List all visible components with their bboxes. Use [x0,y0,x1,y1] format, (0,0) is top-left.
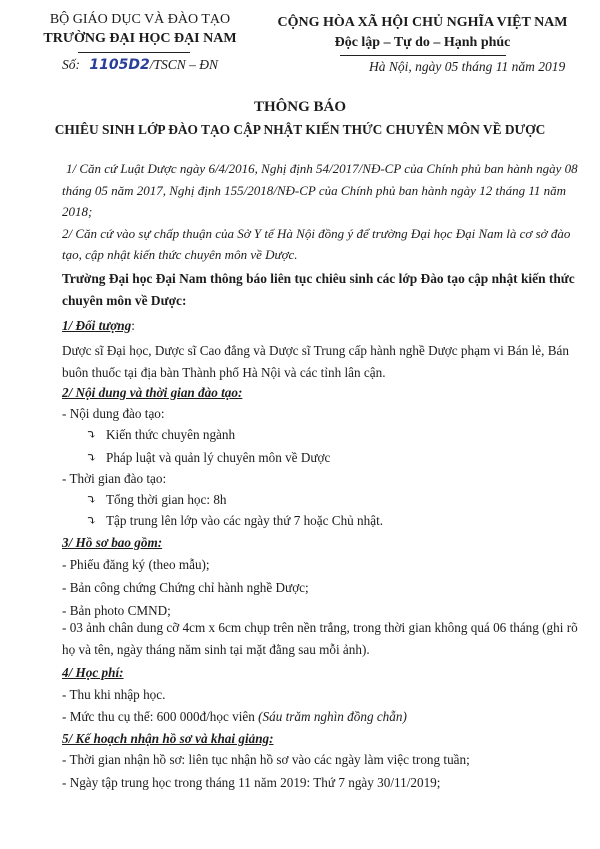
schedule-item: - Ngày tập trung học trong tháng 11 năm 2019: Thứ 7 ngày 30/11/2019; [62,775,441,790]
content-item: Pháp luật và quản lý chuyên môn về Dược [106,450,331,465]
page-subtitle: CHIÊU SINH LỚP ĐÀO TẠO CẬP NHẬT KIẾN THỨC CHUYÊN MÔN VỀ DƯỢC [54,122,546,137]
republic-name: CỘNG HÒA XÃ HỘI CHỦ NGHĨA VIỆT NAM [277,15,568,30]
section-1-text: Dược sĩ Đại học, Dược sĩ Cao đẳng và Dược sĩ Trung cấp hành nghề Dược phạm vi Bán lẻ, Bán buôn thuốc tại địa bàn Thành phố Hà Nội và các tỉnh lân cận. [62,343,569,380]
document-number: Số: 1105D2/TSCN – ĐN [62,57,218,73]
arrow-bullet-icon: ⤵ [86,492,97,507]
time-label: - Thời gian đào tạo: [62,471,167,486]
dossier-item: - 03 ảnh chân dung cỡ 4cm x 6cm chụp trên nền trắng, trong thời gian không quá 06 tháng (ghi rõ họ và tên, ngày tháng năm sinh tại mặt đằng sau mỗi ảnh). [62,620,578,657]
school-name: TRƯỜNG ĐẠI HỌC ĐẠI NAM [43,31,237,46]
content-label: - Nội dung đào tạo: [62,406,165,421]
arrow-bullet-icon: ⤵ [86,450,97,465]
dossier-item: - Bản công chứng Chứng chỉ hành nghề Dược; [62,580,309,595]
time-item: Tổng thời gian học: 8h [106,492,227,507]
dossier-item: - Bản photo CMND; [62,603,171,618]
schedule-item: - Thời gian nhận hồ sơ: liên tục nhận hồ sơ vào các ngày làm việc trong tuần; [62,752,470,767]
content-item: Kiến thức chuyên ngành [106,427,236,442]
section-1-heading: 1/ Đối tượng: [62,318,135,333]
school-underline [78,52,190,53]
national-motto: Độc lập – Tự do – Hạnh phúc [334,35,511,50]
handwritten-number: 1105D2 [89,57,150,73]
place-date: Hà Nội, ngày 05 tháng 11 năm 2019 [369,59,566,74]
fee-item: - Thu khi nhập học. [62,687,166,702]
arrow-bullet-icon: ⤵ [86,513,97,528]
page-title: THÔNG BÁO [253,99,347,115]
arrow-bullet-icon: ⤵ [86,427,97,442]
section-4-heading: 4/ Học phí: [62,665,124,680]
section-3-heading: 3/ Hồ sơ bao gồm: [62,535,163,550]
time-item: Tập trung lên lớp vào các ngày thứ 7 hoặc Chủ nhật. [106,513,384,528]
motto-underline [340,55,506,56]
fee-amount: - Mức thu cụ thể: 600 000đ/học viên (Sáu trăm nghìn đồng chẵn) [62,709,407,724]
ministry-name: BỘ GIÁO DỤC VÀ ĐÀO TẠO [49,12,231,27]
legal-basis-2: 2/ Căn cứ vào sự chấp thuận của Sở Y tế Hà Nội đồng ý để trường Đại học Đại Nam là cơ sở đào tạo, cập nhật kiến thức chuyên môn về Dược. [62,226,571,262]
section-5-heading: 5/ Kế hoạch nhận hồ sơ và khai giảng: [62,731,274,746]
announcement-text: Trường Đại học Đại Nam thông báo liên tục chiêu sinh các lớp Đào tạo cập nhật kiến thức chuyên môn về Dược: [62,271,575,308]
legal-basis-1: 1/ Căn cứ Luật Dược ngày 6/4/2016, Nghị định 54/2017/NĐ-CP của Chính phủ ban hành ngày 08 tháng 05 năm 2017, Nghị định 155/2018/NĐ-CP của Chính phủ ban hành ngày 12 tháng 11 năm 2018; [62,161,578,219]
section-2-heading: 2/ Nội dung và thời gian đào tạo: [62,385,243,400]
dossier-item: - Phiếu đăng ký (theo mẫu); [62,557,210,572]
